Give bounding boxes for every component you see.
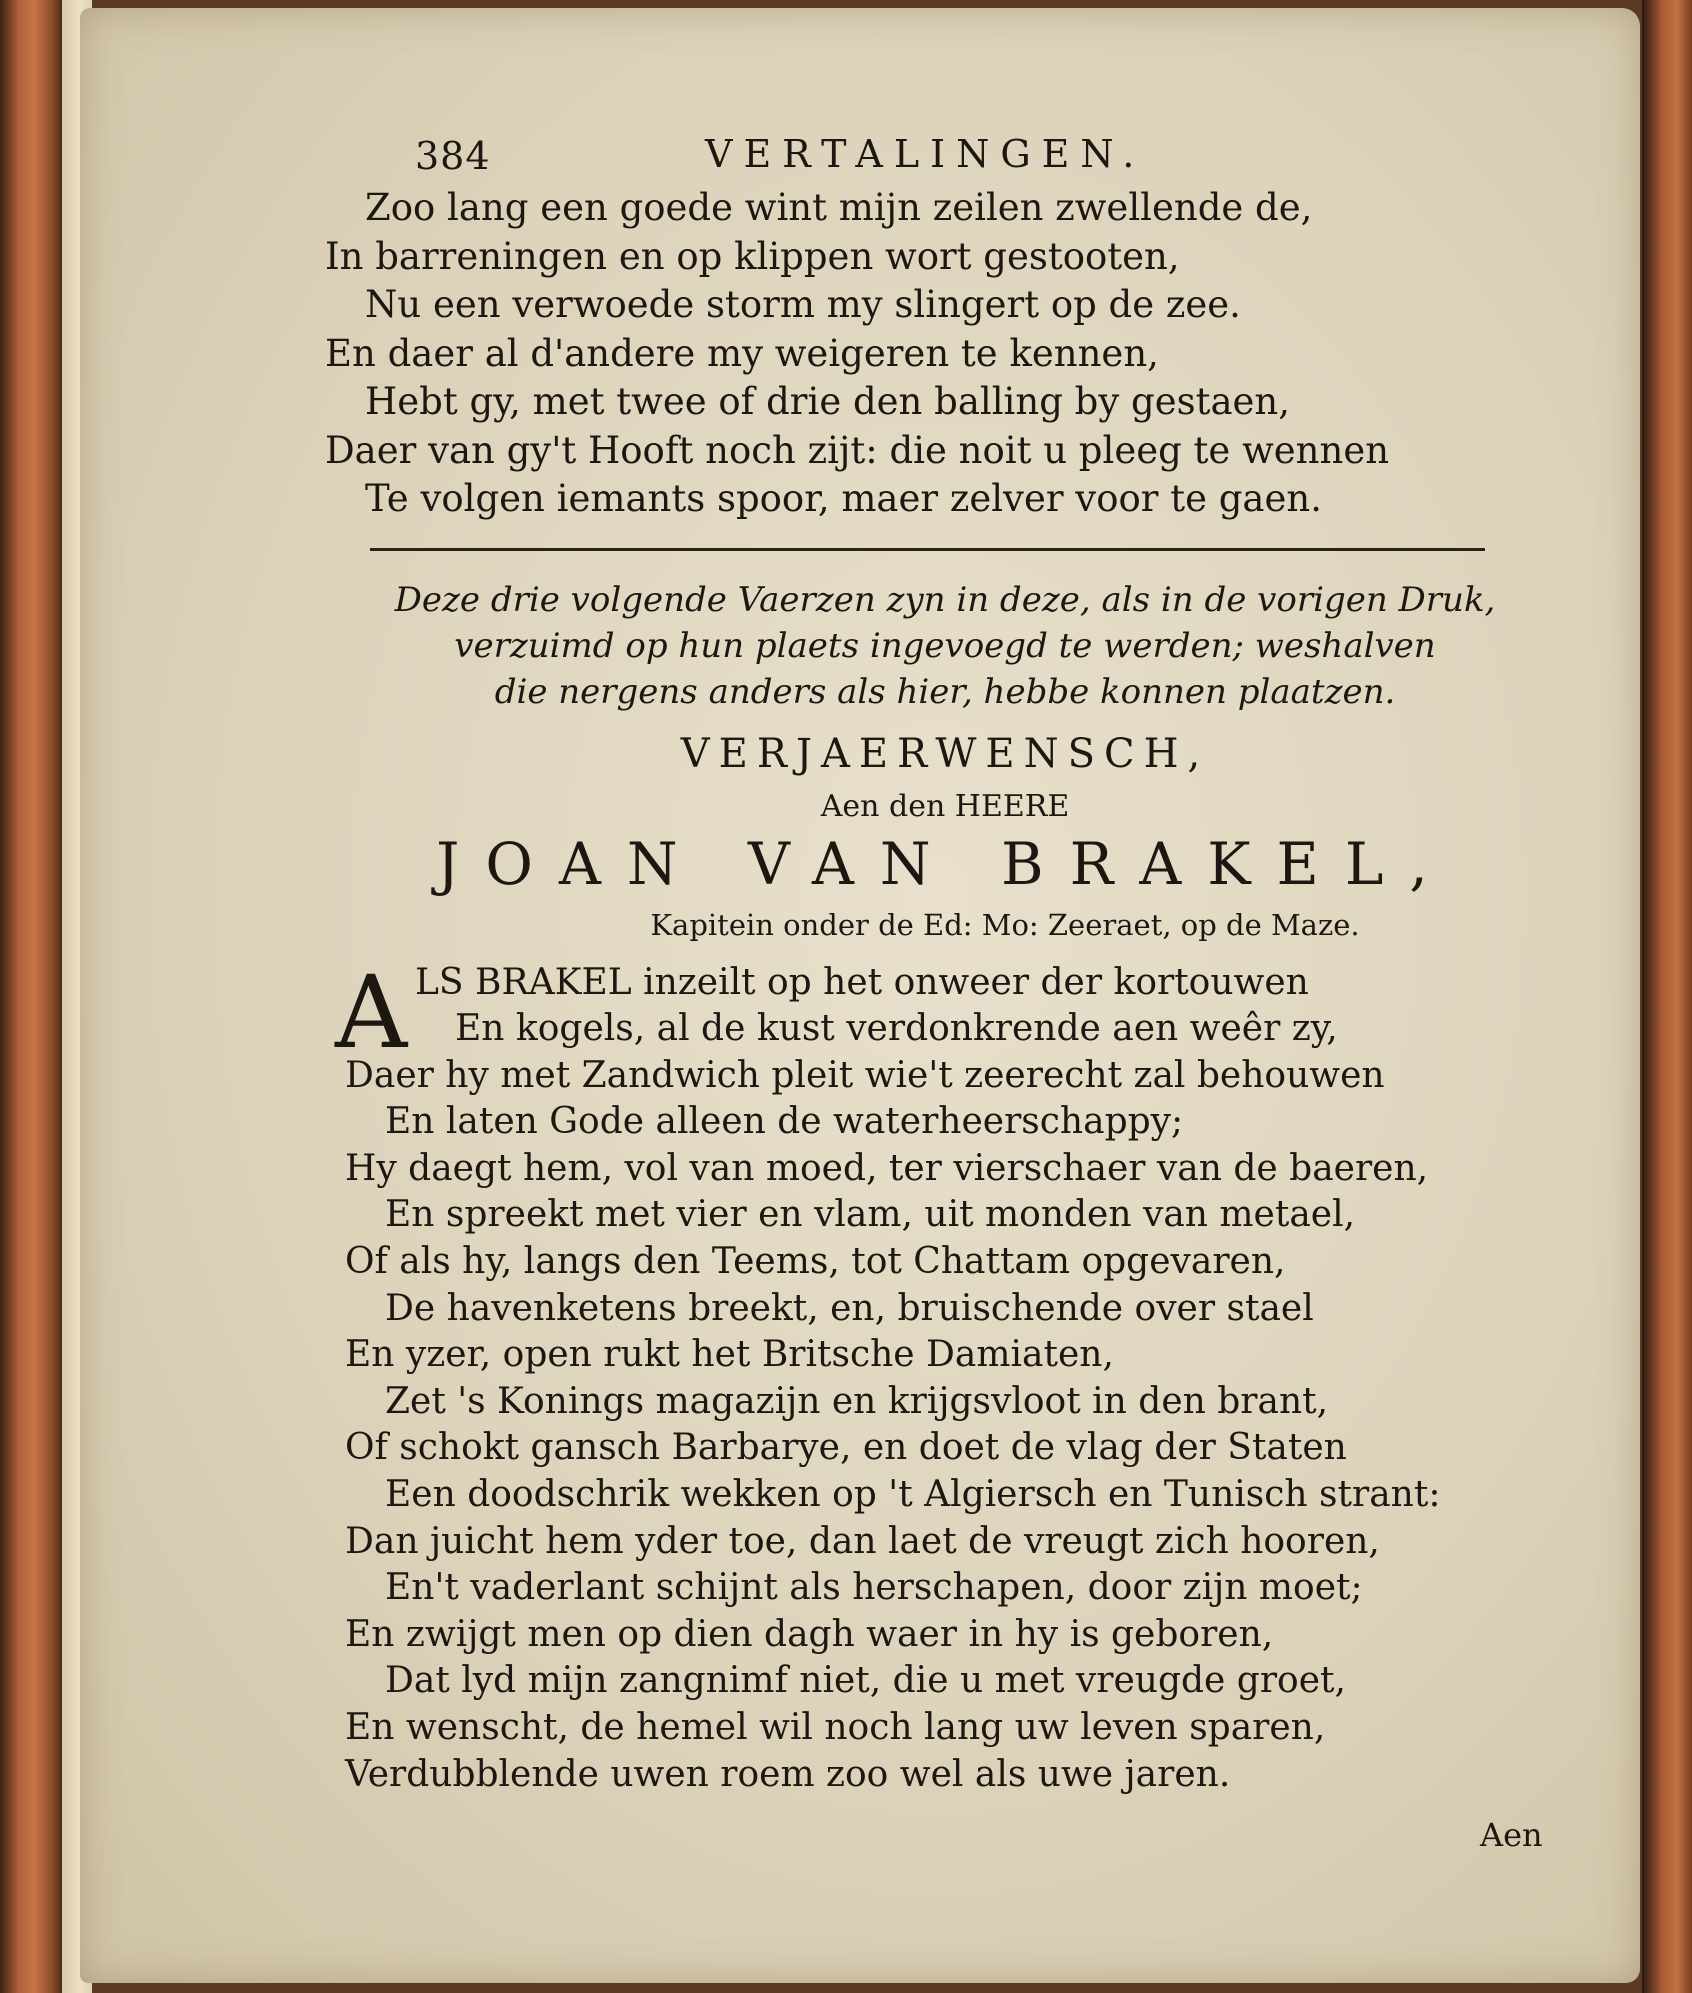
poem-line: Dat lyd mijn zangnimf niet, die u met vreugde groet, — [385, 1660, 1346, 1702]
poem-line: Hy daegt hem, vol van moed, ter vierschaer van de baeren, — [345, 1147, 1429, 1189]
verse-line: Nu een verwoede storm my slingert op de zee. — [365, 283, 1241, 326]
running-title: VERTALINGEN. — [705, 132, 1146, 176]
page-content — [325, 128, 1565, 1854]
verse-line: Daer van gy't Hooft noch zijt: die noit u pleeg te wennen — [325, 428, 1390, 472]
verse-line: En daer al d'andere my weigeren te kennen, — [325, 331, 1159, 375]
poem-line: De havenketens breekt, en, bruischende over stael — [385, 1287, 1314, 1329]
book-page — [80, 8, 1640, 1983]
poem-line: Zet 's Konings magazijn en krijgsvloot in den brant, — [385, 1380, 1329, 1422]
poem-addressee: JOAN VAN BRAKEL, — [436, 829, 1454, 898]
poem-line: En laten Gode alleen de waterheerschappy; — [385, 1101, 1184, 1143]
verse-line: In barreningen en op klippen wort gestooten, — [325, 234, 1180, 278]
poem-line: Daer hy met Zandwich pleit wie't zeerecht zal behouwen — [345, 1054, 1385, 1096]
poem-line: En wenscht, de hemel wil noch lang uw leven sparen, — [345, 1707, 1326, 1748]
poem-dedication: Aen den HEERE — [820, 788, 1070, 824]
poem-line: Of schokt gansch Barbarye, en doet de vlag der Staten — [345, 1427, 1347, 1469]
poem-line: Dan juicht hem yder toe, dan laet de vreugt zich hooren, — [345, 1520, 1380, 1562]
printer-notice — [325, 577, 1565, 715]
notice-line: die nergens anders als hier, hebbe konnen plaatzen. — [494, 671, 1396, 712]
verse-line: Te volgen iemants spoor, maer zelver voor te gaen. — [365, 477, 1322, 520]
poem-line: En spreekt met vier en vlam, uit monden van metael, — [385, 1194, 1356, 1236]
poem-body — [325, 953, 1565, 1799]
page-number: 384 — [415, 134, 491, 178]
horizontal-rule — [370, 548, 1485, 551]
poem-line: Of als hy, langs den Teems, tot Chattam opgevaren, — [345, 1241, 1286, 1283]
verse-line: Zoo lang een goede wint mijn zeilen zwellende de, — [365, 186, 1313, 229]
page-header — [325, 128, 1565, 184]
poem-line: LS BRAKEL inzeilt op het onweer der kortouwen — [415, 961, 1309, 1003]
catchword: Aen — [1480, 1816, 1543, 1854]
notice-line: Deze drie volgende Vaerzen zyn in deze, als in de vorigen Druk, — [394, 579, 1496, 620]
drop-cap: A — [335, 953, 408, 1071]
poem-line: En't vaderlant schijnt als herschapen, door zijn moet; — [385, 1567, 1363, 1609]
book-binding-left — [0, 0, 62, 1993]
book-binding-right — [1642, 0, 1692, 1993]
poem-line: Verdubblende uwen roem zoo wel als uwe jaren. — [345, 1753, 1231, 1795]
notice-line: verzuimd op hun plaets ingevoegd te werden; weshalven — [454, 625, 1436, 666]
poem-line: En zwijgt men op dien dagh waer in hy is geboren, — [345, 1613, 1274, 1655]
poem-line: En kogels, al de kust verdonkrende aen weêr zy, — [455, 1008, 1338, 1050]
poem-title: VERJAERWENSCH, — [680, 730, 1210, 777]
addressee-rank: Kapitein onder de Ed: Mo: Zeeraet, op de Maze. — [650, 907, 1360, 942]
verse-line: Hebt gy, met twee of drie den balling by gestaen, — [365, 380, 1290, 423]
top-verse — [325, 184, 1565, 524]
poem-line: Een doodschrik wekken op 't Algiersch en Tunisch strant: — [385, 1474, 1441, 1516]
poem-line: En yzer, open rukt het Britsche Damiaten, — [345, 1334, 1114, 1376]
